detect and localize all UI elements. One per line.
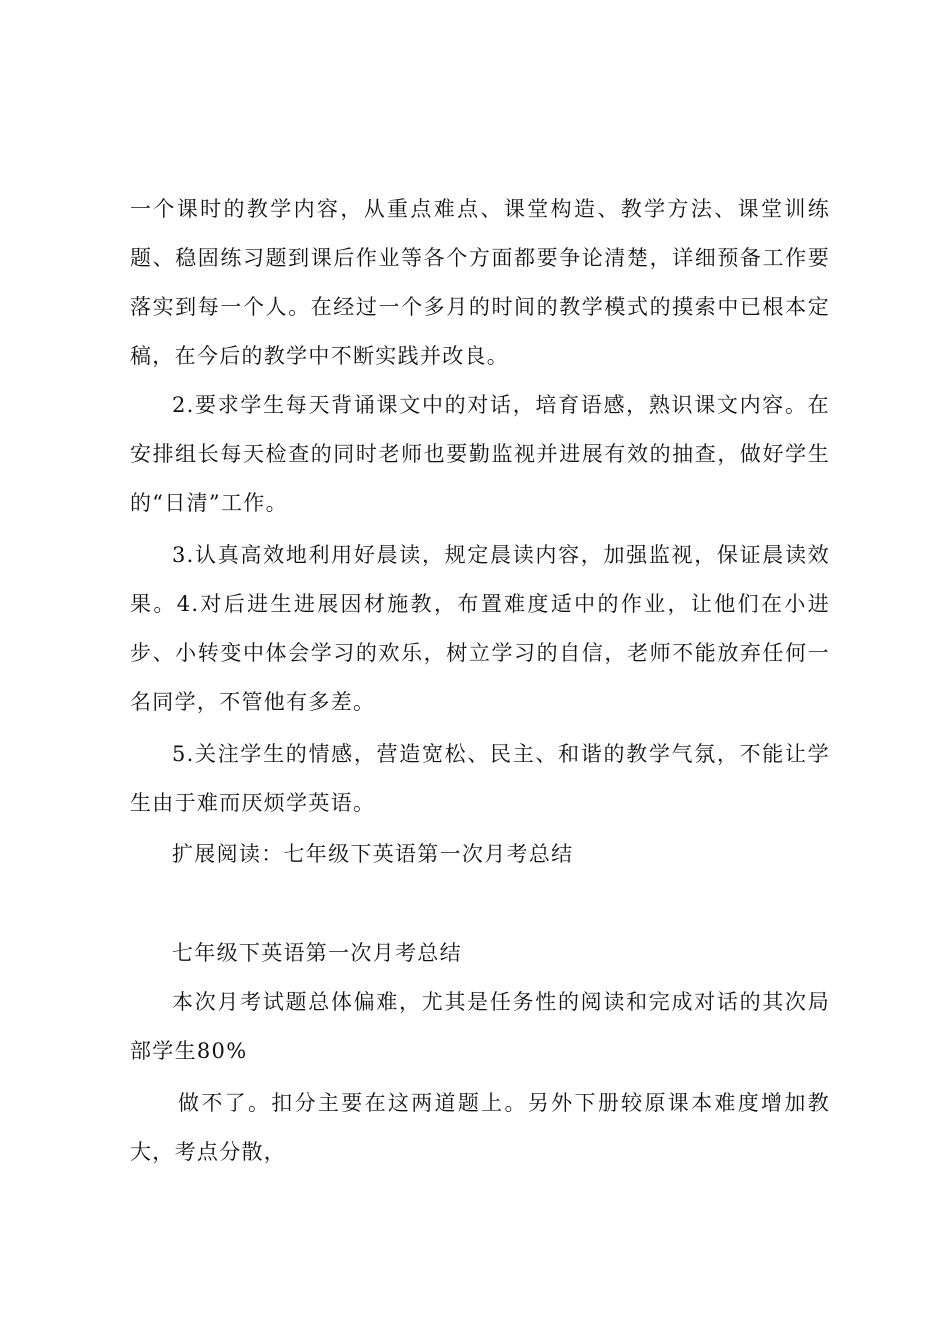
text-line: 的“日清”工作。: [130, 491, 288, 515]
text-line: 生由于难而厌烦学英语。: [130, 791, 376, 815]
text-line: 部学生80%: [130, 1039, 248, 1063]
text-line: 安排组长每天检查的同时老师也要勤监视并进展有效的抽查，做好学生: [130, 442, 830, 466]
text-line: 2.要求学生每天背诵课文中的对话，培育语感，熟识课文内容。在: [172, 393, 830, 417]
section-heading: 七年级下英语第一次月考总结: [172, 941, 462, 965]
text-line: 做不了。扣分主要在这两道题上。另外下册较原课本难度增加教: [178, 1091, 830, 1115]
text-line: 落实到每一个人。在经过一个多月的时间的教学模式的摸索中已根本定: [130, 295, 830, 319]
text-line: 稿，在今后的教学中不断实践并改良。: [130, 344, 510, 368]
text-line: 果。4.对后进生进展因材施教，布置难度适中的作业，让他们在小进: [130, 592, 830, 616]
text-line: 5.关注学生的情感，营造宽松、民主、和谐的教学气氛，不能让学: [172, 742, 830, 766]
text-line: 大，考点分散，: [130, 1140, 287, 1164]
text-line: 本次月考试题总体偏难，尤其是任务性的阅读和完成对话的其次局: [172, 990, 830, 1014]
text-line: 步、小转变中体会学习的欢乐，树立学习的自信，老师不能放弃任何一: [130, 641, 830, 665]
text-line: 名同学，不管他有多差。: [130, 690, 376, 714]
text-line: 扩展阅读：七年级下英语第一次月考总结: [172, 842, 574, 866]
text-line: 3.认真高效地利用好晨读，规定晨读内容，加强监视，保证晨读效: [172, 543, 830, 567]
text-line: 一个课时的教学内容，从重点难点、课堂构造、教学方法、课堂训练: [130, 197, 830, 221]
text-line: 题、稳固练习题到课后作业等各个方面都要争论清楚，详细预备工作要: [130, 246, 830, 270]
